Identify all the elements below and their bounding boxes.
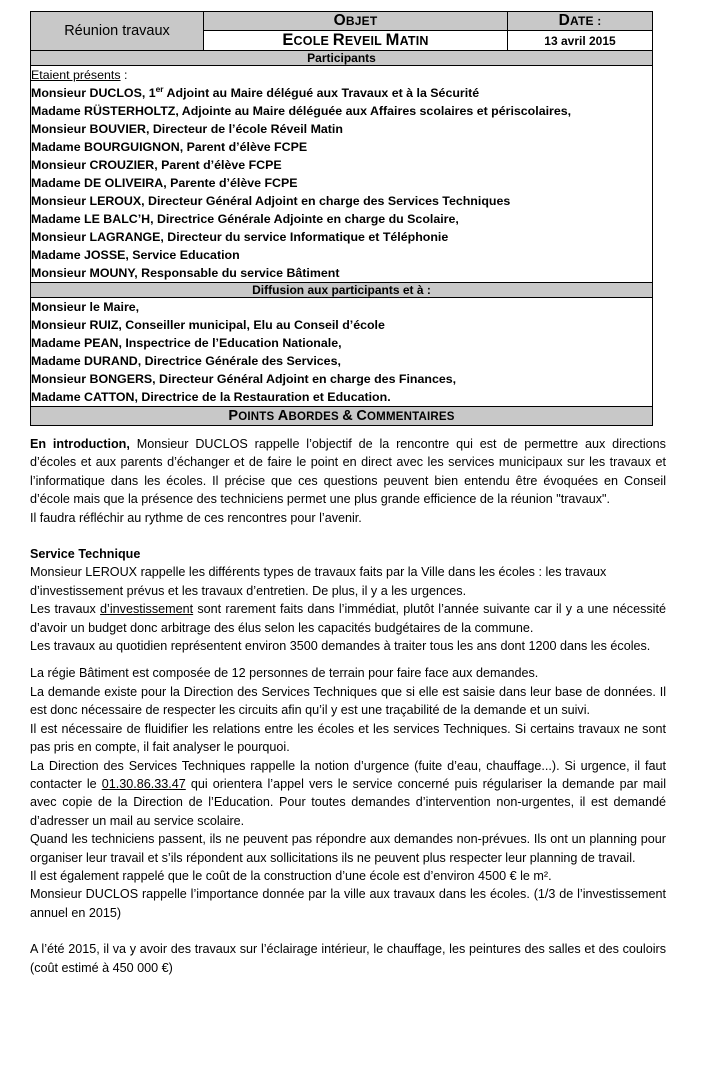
points-band-row xyxy=(31,407,653,426)
participant-row: Monsieur MOUNY, Responsable du service Bâtiment xyxy=(31,266,340,280)
paragraph-spacer xyxy=(30,922,666,940)
paragraph-7 xyxy=(30,757,666,831)
diffusion-row: Monsieur le Maire, xyxy=(31,300,140,314)
diffusion-row: Madame CATTON, Directrice de la Restauration et Education. xyxy=(31,390,391,404)
participant-row: Madame BOURGUIGNON, Parent d’élève FCPE xyxy=(31,140,308,154)
paragraph-7-lead: La Direction des Services Techniques rappelle la notion d’urgence (fuite d’eau, chauffage...). Si urgence, il faut contacter le xyxy=(30,758,666,791)
paragraph-3: Les travaux au quotidien représentent environ 3500 demandes à traiter tous les ans dont 1200 dans les écoles. xyxy=(30,639,651,654)
header-row-titles xyxy=(31,12,653,31)
participants-band-row xyxy=(31,51,653,66)
section-heading-service-technique: Service Technique xyxy=(30,547,141,562)
objet-value-label: ECOLE REVEIL MATIN xyxy=(282,31,429,49)
participant-row: Monsieur BOUVIER, Directeur de l’école Réveil Matin xyxy=(31,122,343,136)
diffusion-band-label: Diffusion aux participants et à : xyxy=(252,283,431,297)
paragraph-8: Quand les techniciens passent, ils ne peuvent pas répondre aux demandes non-prévues. Ils ont un planning pour organiser leur travail et s’ils répondent aux sollicitations ils ne peuvent plus respecter leur planning de travail. xyxy=(30,832,666,865)
intro-text: Monsieur DUCLOS rappelle l’objectif de la rencontre qui est de permettre aux directions d’écoles et aux parents d’échanger et de faire le point en direct avec les services municipaux sur les travaux et l’informatique dans les écoles. Il précise que ces questions peuvent bien entendu être évoquées en Conseil d’école mais que la présence des techniciens permet une plus grande efficience de la réunion "travaux". xyxy=(30,437,666,507)
diffusion-row: Madame PEAN, Inspectrice de l’Education Nationale, xyxy=(31,336,342,350)
participant-row xyxy=(31,84,652,102)
participants-intro-label: Etaient présents xyxy=(31,68,121,82)
date-header-cell xyxy=(508,12,653,31)
participant-role: Adjoint au Maire délégué aux Travaux et à la Sécurité xyxy=(163,86,480,100)
objet-value-cell xyxy=(204,31,508,51)
paragraph-9: Il est également rappelé que le coût de la construction d’une école est d’environ 4500 € le m². xyxy=(30,868,552,883)
paragraph-2-underlined-term: d’investissement xyxy=(100,602,194,617)
meeting-type-cell xyxy=(31,12,204,51)
participant-row: Monsieur LEROUX, Directeur Général Adjoint en charge des Services Techniques xyxy=(31,194,511,208)
paragraph-spacer xyxy=(30,527,666,545)
diffusion-row: Monsieur RUIZ, Conseiller municipal, Elu au Conseil d’école xyxy=(31,318,385,332)
participant-row: Madame DE OLIVEIRA, Parente d’élève FCPE xyxy=(31,176,298,190)
participant-row: Madame LE BALC’H, Directrice Générale Adjointe en charge du Scolaire, xyxy=(31,212,459,226)
paragraph-11: A l’été 2015, il va y avoir des travaux sur l’éclairage intérieur, le chauffage, les peintures des salles et des couloirs (coût estimé à 450 000 €) xyxy=(30,942,666,975)
paragraph-2-tail: sont rarement faits dans l’immédiat, plutôt l’année suivante car il y a une nécessité d’avoir un budget donc arbitrage des élus selon les capacités budgétaires de la commune. xyxy=(30,602,666,635)
participants-list-cell xyxy=(31,66,653,283)
intro-bold-lead: En introduction, xyxy=(30,437,130,451)
participants-intro-suffix: : xyxy=(120,68,128,82)
diffusion-row: Madame DURAND, Directrice Générale des Services, xyxy=(31,354,341,368)
participants-band-label: Participants xyxy=(307,51,376,65)
date-header-label: DATE : xyxy=(558,12,602,29)
diffusion-band xyxy=(31,283,653,298)
paragraph-2-lead: Les travaux xyxy=(30,602,101,617)
paragraph-6: Il est nécessaire de fluidifier les relations entre les écoles et les services Techniques. Si certains travaux ne sont pas pris en compte, il fait analyser le pourquoi. xyxy=(30,721,666,755)
diffusion-list-row xyxy=(31,298,653,407)
meeting-header-table xyxy=(30,11,653,426)
participants-intro xyxy=(31,66,652,84)
participants-band xyxy=(31,51,653,66)
paragraph-spacer xyxy=(30,655,666,664)
diffusion-band-row xyxy=(31,283,653,298)
participant-row: Monsieur LAGRANGE, Directeur du service Informatique et Téléphonie xyxy=(31,230,449,244)
paragraph-2 xyxy=(30,600,666,637)
objet-header-cell xyxy=(204,12,508,31)
intro-paragraph xyxy=(30,435,666,509)
paragraph-4: La régie Bâtiment est composée de 12 personnes de terrain pour faire face aux demandes. xyxy=(30,666,539,681)
participant-name: Monsieur DUCLOS, 1 xyxy=(31,86,156,100)
participants-list-row xyxy=(31,66,653,283)
points-band xyxy=(31,407,653,426)
diffusion-row: Monsieur BONGERS, Directeur Général Adjoint en charge des Finances, xyxy=(31,372,457,386)
meeting-type-label: Réunion travaux xyxy=(64,22,170,39)
paragraph-1: Monsieur LEROUX rappelle les différents types de travaux faits par la Ville dans les écoles : les travaux d’investissement prévus et les travaux d’entretien. De plus, il y a les urgences. xyxy=(30,565,607,598)
diffusion-list-cell xyxy=(31,298,653,407)
points-band-label: POINTS ABORDES & COMMENTAIRES xyxy=(228,408,455,424)
objet-header-label: OBJET xyxy=(333,12,378,29)
emergency-phone-number: 01.30.86.33.47 xyxy=(101,776,186,791)
minutes-body xyxy=(30,435,666,977)
date-value-cell xyxy=(508,31,653,51)
intro-followup-paragraph: Il faudra réfléchir au rythme de ces rencontres pour l’avenir. xyxy=(30,510,362,525)
paragraph-5: La demande existe pour la Direction des Services Techniques que si elle est saisie dans leur base de données. Il est donc nécessaire de respecter les circuits afin qu’il y est une traçabilité de la demande et un suivi. xyxy=(30,684,666,718)
paragraph-7-tail: qui orientera l’appel vers le service concerné puis régulariser la demande par mail avec copie de la Direction de l’Education. Pour toutes demandes d’intervention non-urgentes, il est demandé d’adresser un mail au service scolaire. xyxy=(30,776,666,828)
participant-row: Madame JOSSE, Service Education xyxy=(31,248,240,262)
participant-row: Madame RÜSTERHOLTZ, Adjointe au Maire déléguée aux Affaires scolaires et périscolaires, xyxy=(31,104,572,118)
participant-row: Monsieur CROUZIER, Parent d’élève FCPE xyxy=(31,158,282,172)
participant-ordinal: er xyxy=(155,83,164,94)
date-value-label: 13 avril 2015 xyxy=(544,33,616,48)
paragraph-10: Monsieur DUCLOS rappelle l’importance donnée par la ville aux travaux dans les écoles. (1/3 de l’investissement annuel en 2015) xyxy=(30,887,666,920)
